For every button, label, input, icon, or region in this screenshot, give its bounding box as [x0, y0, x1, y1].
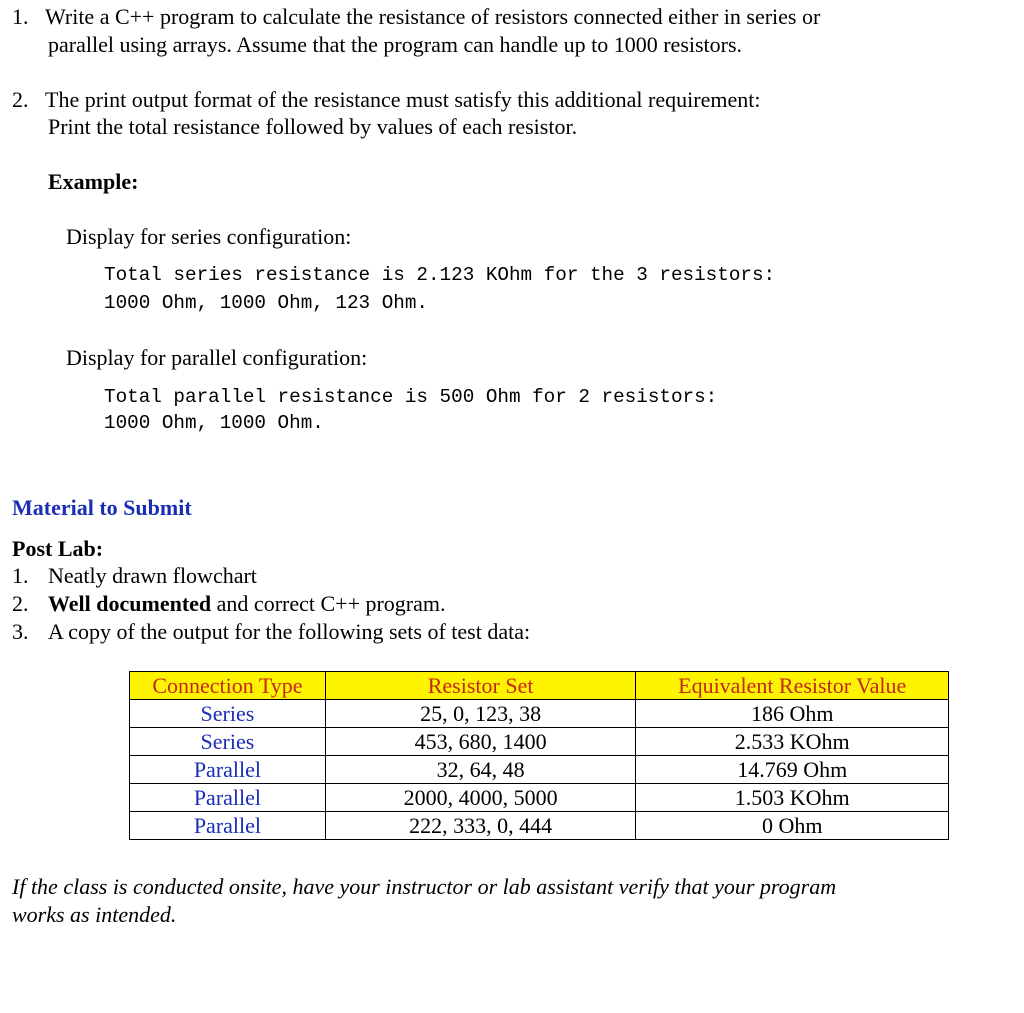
table-row [130, 700, 949, 728]
header-equivalent-value: Equivalent Resistor Value [636, 672, 949, 700]
resistor-set-cell: 32, 64, 48 [325, 756, 636, 784]
equivalent-value-cell: 186 Ohm [636, 700, 949, 728]
footer-note-line-2: works as intended. [12, 902, 177, 927]
item-text-line-1: The print output format of the resistance must satisfy this additional requirement: [45, 87, 761, 112]
connection-type-cell: Parallel [130, 812, 326, 840]
equivalent-value-cell: 14.769 Ohm [636, 756, 949, 784]
connection-type-cell: Parallel [130, 756, 326, 784]
header-connection-type: Connection Type [130, 672, 326, 700]
item-text-line-2: Print the total resistance followed by values of each resistor. [48, 114, 578, 139]
series-output-line: 1000 Ohm, 1000 Ohm, 123 Ohm. [104, 292, 428, 314]
item-number: 1. [12, 4, 29, 29]
parallel-output-line: Total parallel resistance is 500 Ohm for 2 resistors: [104, 386, 718, 408]
item-text-line-2: parallel using arrays. Assume that the program can handle up to 1000 resistors. [48, 32, 743, 57]
header-resistor-set: Resistor Set [325, 672, 636, 700]
list-number: 3. [12, 619, 29, 644]
list-bold-text: Well documented [48, 591, 212, 616]
series-output-line: Total series resistance is 2.123 KOhm for the 3 resistors: [104, 264, 776, 286]
list-number: 1. [12, 563, 29, 588]
footer-note-line-1: If the class is conducted onsite, have your instructor or lab assistant verify that your program [12, 874, 837, 899]
resistor-set-cell: 2000, 4000, 5000 [325, 784, 636, 812]
material-heading: Material to Submit [12, 495, 192, 520]
equivalent-value-cell: 1.503 KOhm [636, 784, 949, 812]
equivalent-value-cell: 2.533 KOhm [636, 728, 949, 756]
list-text [48, 618, 530, 646]
table-row [130, 784, 949, 812]
parallel-output-line: 1000 Ohm, 1000 Ohm. [104, 412, 324, 434]
resistor-set-cell: 222, 333, 0, 444 [325, 812, 636, 840]
post-lab-heading: Post Lab: [12, 536, 104, 561]
table-row [130, 756, 949, 784]
example-heading: Example: [48, 169, 139, 194]
table-header-row [130, 672, 949, 700]
resistor-set-cell: 453, 680, 1400 [325, 728, 636, 756]
connection-type-cell: Series [130, 728, 326, 756]
table-row [130, 812, 949, 840]
list-number: 2. [12, 591, 29, 616]
item-number: 2. [12, 87, 29, 112]
parallel-label: Display for parallel configuration: [66, 345, 368, 370]
test-data-table [129, 671, 949, 840]
connection-type-cell: Parallel [130, 784, 326, 812]
list-plain-text: A copy of the output for the following sets of test data: [48, 619, 531, 644]
list-text [48, 562, 257, 590]
table-row [130, 728, 949, 756]
series-label: Display for series configuration: [66, 224, 352, 249]
resistor-set-cell: 25, 0, 123, 38 [325, 700, 636, 728]
connection-type-cell: Series [130, 700, 326, 728]
list-plain-text: and correct C++ program. [211, 591, 446, 616]
item-text-line-1: Write a C++ program to calculate the resistance of resistors connected either in series or [45, 4, 821, 29]
list-text [48, 590, 446, 618]
equivalent-value-cell: 0 Ohm [636, 812, 949, 840]
list-plain-text: Neatly drawn flowchart [48, 563, 257, 588]
